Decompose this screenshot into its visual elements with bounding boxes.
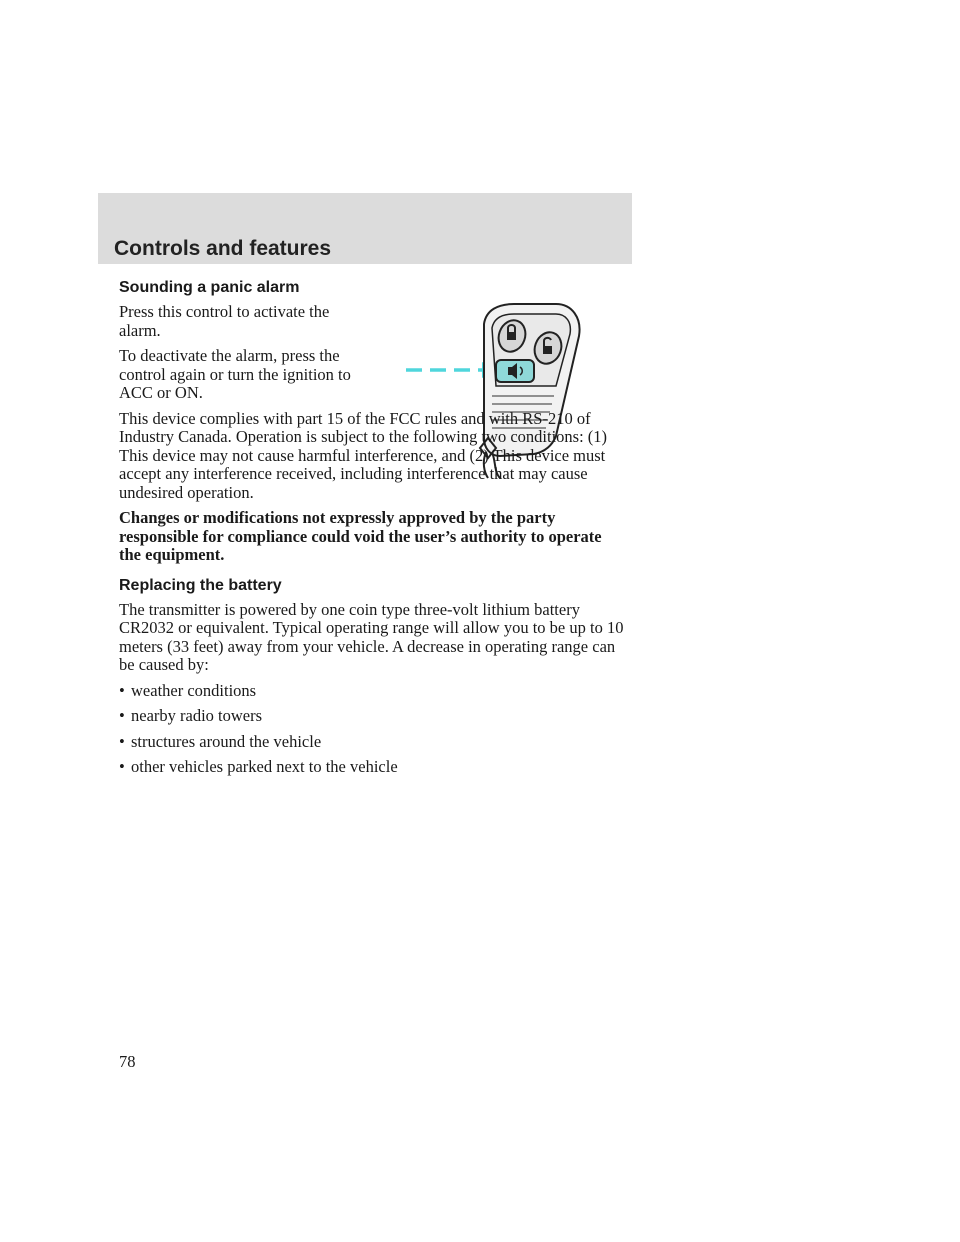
panic-paragraph-2: To deactivate the alarm, press the control again or turn the ignition to ACC or ON. — [119, 346, 351, 402]
fcc-paragraph: This device complies with part 15 of the FCC rules and with RS-210 of Industry Canada. Operation is subject to the following two conditions: (1) This device may not cause harmful interference, and (2) This device must accept any interference received, including interference that may cause undesired operation. — [119, 408, 608, 502]
page-content — [119, 279, 649, 784]
list-item: • structures around the vehicle — [119, 731, 322, 751]
compliance-warning: Changes or modifications not expressly approved by the party responsible for compliance could void the user’s authority to operate the equipment. — [119, 508, 602, 564]
bullet-icon: • — [119, 680, 125, 700]
list-item: • other vehicles parked next to the vehicle — [119, 757, 398, 776]
page-number: 78 — [119, 1052, 136, 1071]
bullet-icon: • — [119, 731, 125, 751]
battery-paragraph: The transmitter is powered by one coin type three-volt lithium battery CR2032 or equivalent. Typical operating range will allow you to be up to 10 meters (33 feet) away from your vehicle. A decrease in operating range can be caused by: — [119, 599, 624, 674]
bullet-icon: • — [119, 706, 125, 725]
section-title: Controls and features — [114, 237, 332, 260]
list-item: • nearby radio towers — [119, 706, 263, 725]
section-header-band — [98, 193, 632, 264]
bullet-icon: • — [119, 757, 125, 776]
panic-paragraph-1: Press this control to activate the alarm. — [119, 302, 330, 340]
list-item: • weather conditions — [119, 680, 257, 700]
range-factors-list — [119, 682, 649, 777]
heading-panic-alarm: Sounding a panic alarm — [119, 279, 300, 296]
heading-replace-battery: Replacing the battery — [119, 576, 282, 594]
